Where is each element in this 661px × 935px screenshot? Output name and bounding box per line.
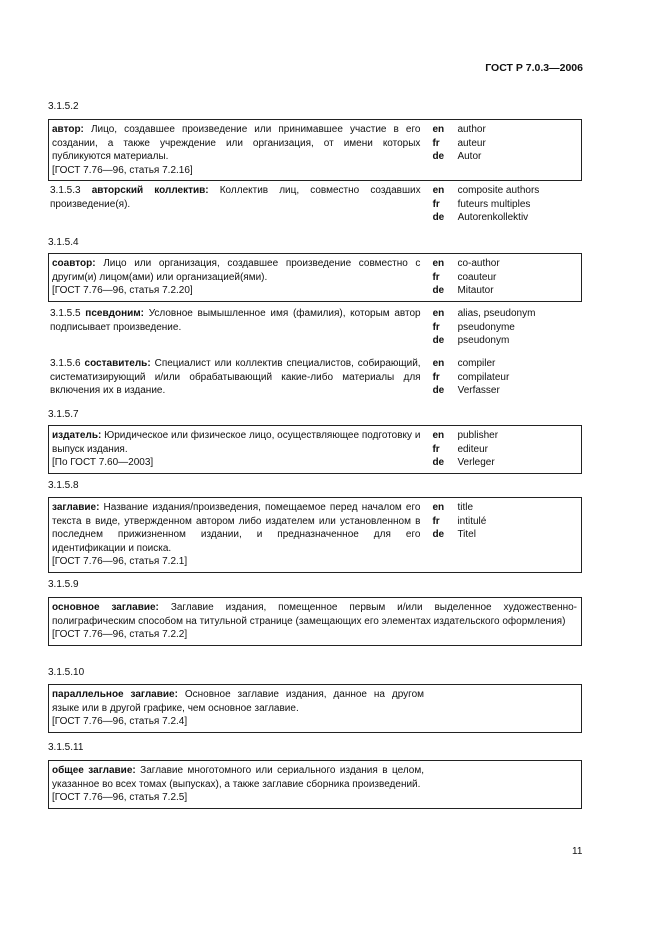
source-reference: [По ГОСТ 7.60—2003] <box>52 457 154 468</box>
equivalent-term: pseudonyme <box>457 321 515 333</box>
equivalent-term: auteur <box>457 137 486 149</box>
equivalents <box>425 354 582 401</box>
definition-text: Заглавие многотомного или сериального издания в целом, указанное во всех томах (выпусках), а также заглавие сборника произведений. <box>52 765 425 790</box>
lang-code: en <box>432 358 445 369</box>
entry-number: 3.1.5.6 <box>50 358 81 369</box>
definition <box>49 685 428 732</box>
entry-number: 3.1.5.3 <box>50 185 81 196</box>
document-header: ГОСТ Р 7.0.3—2006 <box>485 62 583 74</box>
page-number: 11 <box>572 846 583 857</box>
term-label: авторский коллектив: <box>91 185 209 196</box>
lang-code: en <box>432 502 445 513</box>
term-entry-compiler <box>48 354 582 401</box>
term-entry-title <box>48 497 582 573</box>
lang-code: fr <box>432 443 440 455</box>
term-entry-parallel-title <box>48 684 582 733</box>
definition-text: Специалист или коллектив специалистов, собирающий, систематизирующий и/или обрабатывающий какие-либо материалы для включения их в издание. <box>50 358 421 396</box>
entry-number: 3.1.5.9 <box>48 579 79 590</box>
definition <box>48 304 425 348</box>
lang-code: de <box>432 385 445 396</box>
term-entry-pseudonym <box>48 304 582 348</box>
equivalents <box>424 426 581 473</box>
equivalent-term: Autorenkollektiv <box>457 212 529 223</box>
equivalents <box>424 120 581 180</box>
definition <box>48 354 425 401</box>
term-entry-collective <box>48 181 582 225</box>
definition <box>49 498 424 572</box>
definition-text: Коллектив лиц, совместно создавших произведение(я). <box>50 185 421 210</box>
lang-code: de <box>432 151 445 162</box>
definition-text: Основное заглавие издания, данное на другом языке или в другой графике, чем основное заглавие. <box>52 689 425 714</box>
definition <box>49 120 424 180</box>
equivalent-term: alias, pseudonym <box>457 308 536 319</box>
definition <box>49 598 581 645</box>
equivalent-term: Titel <box>457 529 476 540</box>
equivalent-term: editeur <box>457 443 489 455</box>
term-entry-main-title <box>48 597 582 646</box>
term-entry-author <box>48 119 582 181</box>
lang-code: fr <box>432 137 440 149</box>
source-reference: [ГОСТ 7.76—96, статья 7.2.2] <box>52 629 188 640</box>
equivalents <box>424 254 581 301</box>
entry-number: 3.1.5.2 <box>48 101 79 112</box>
term-entry-coauthor <box>48 253 582 302</box>
equivalent-term: futeurs multiples <box>457 198 531 210</box>
entry-number: 3.1.5.7 <box>48 409 79 420</box>
definition-text: Лицо или организация, создавшее произведение совместно с другим(и) лицом(ами) или организацией(ями). <box>52 258 421 283</box>
entry-number: 3.1.5.5 <box>50 308 81 319</box>
entry-number: 3.1.5.10 <box>48 667 85 678</box>
source-reference: [ГОСТ 7.76—96, статья 7.2.4] <box>52 716 188 727</box>
equivalent-term: Autor <box>457 151 482 162</box>
definition <box>48 181 425 225</box>
equivalent-term: compiler <box>457 358 496 369</box>
definition-text: Заглавие издания, помещенное первым и/или выделенное художественно-полиграфическим способом на титульной странице (замещающих его элементах издательского оформления) <box>52 602 578 627</box>
term-label: заглавие: <box>52 502 100 513</box>
equivalents <box>425 304 582 348</box>
lang-code: fr <box>432 321 440 333</box>
lang-code: en <box>432 258 445 269</box>
source-reference: [ГОСТ 7.76—96, статья 7.2.5] <box>52 792 188 803</box>
definition-text: Лицо, создавшее произведение или принимавшее участие в его создании, а также учреждение или организация, от имени которых публикуются материалы. <box>52 124 421 162</box>
lang-code: en <box>432 430 445 441</box>
equivalent-term: Mitautor <box>457 285 494 296</box>
lang-code: de <box>432 335 445 346</box>
term-label: псевдоним: <box>85 308 144 319</box>
equivalent-term: pseudonym <box>457 335 510 346</box>
source-reference: [ГОСТ 7.76—96, статья 7.2.16] <box>52 164 193 176</box>
equivalents <box>424 498 581 572</box>
lang-code: fr <box>432 515 440 527</box>
equivalent-term: publisher <box>457 430 499 441</box>
term-entry-publisher <box>48 425 582 474</box>
term-label: составитель: <box>84 358 151 369</box>
equivalent-term: Verfasser <box>457 385 500 396</box>
lang-code: de <box>432 457 445 468</box>
term-label: общее заглавие: <box>52 765 136 776</box>
lang-code: de <box>432 212 445 223</box>
term-label: параллельное заглавие: <box>52 689 178 700</box>
term-label: автор: <box>52 124 84 135</box>
entry-number: 3.1.5.8 <box>48 480 79 491</box>
equivalent-term: compilateur <box>457 371 510 383</box>
term-label: основное заглавие: <box>52 602 159 613</box>
definition <box>49 254 424 301</box>
equivalent-term: intitulé <box>457 515 487 527</box>
lang-code: en <box>432 124 445 135</box>
equivalent-term: author <box>457 124 486 135</box>
entry-number: 3.1.5.4 <box>48 237 79 248</box>
equivalent-term: title <box>457 502 473 513</box>
lang-code: fr <box>432 271 440 283</box>
equivalent-term: composite authors <box>457 185 540 196</box>
lang-code: en <box>432 185 445 196</box>
term-label: издатель: <box>52 430 102 441</box>
source-reference: [ГОСТ 7.76—96, статья 7.2.1] <box>52 556 188 567</box>
term-entry-common-title <box>48 760 582 809</box>
equivalent-term: co-author <box>457 258 500 269</box>
equivalent-term: Verleger <box>457 457 495 468</box>
term-label: соавтор: <box>52 258 96 269</box>
definition <box>49 761 428 808</box>
definition-text: Юридическое или физическое лицо, осуществляющее подготовку и выпуск издания. <box>52 430 421 455</box>
equivalent-term: coauteur <box>457 271 497 283</box>
lang-code: de <box>432 285 445 296</box>
source-reference: [ГОСТ 7.76—96, статья 7.2.20] <box>52 285 193 296</box>
entry-number: 3.1.5.11 <box>48 742 84 753</box>
lang-code: en <box>432 308 445 319</box>
lang-code: de <box>432 529 445 540</box>
lang-code: fr <box>432 198 440 210</box>
equivalents <box>425 181 582 225</box>
definition-text: Название издания/произведения, помещаемое перед началом его текста в виде, утвержденном автором либо издателем или установленном в последнем прижизненном издании, и предназначенное для его идентификации и поиска. <box>52 502 421 554</box>
definition-text: Условное вымышленное имя (фамилия), которым автор подписывает произведение. <box>50 308 421 333</box>
definition <box>49 426 424 473</box>
lang-code: fr <box>432 371 440 383</box>
